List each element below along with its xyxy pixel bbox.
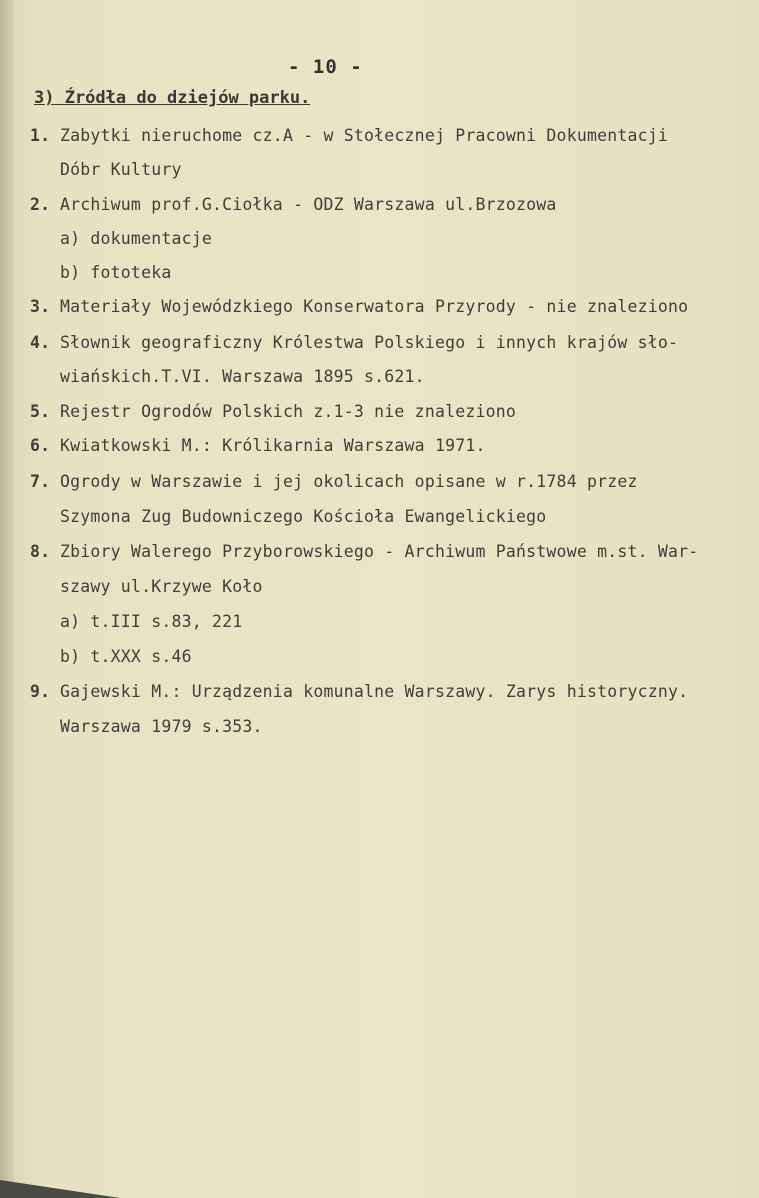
list-item-number: 8. — [30, 542, 51, 561]
list-item-line: Rejestr Ogrodów Polskich z.1-3 nie znaleziono — [60, 402, 517, 421]
list-item-line: b) fototeka — [60, 263, 172, 282]
list-item-line: Gajewski M.: Urządzenia komunalne Warszawy. Zarys historyczny. — [60, 682, 689, 701]
list-item-line: wiańskich.T.VI. Warszawa 1895 s.621. — [60, 367, 425, 386]
list-item-number: 3. — [30, 297, 51, 316]
list-item-number: 6. — [30, 436, 51, 455]
page-left-edge — [0, 0, 14, 1198]
list-item-number: 7. — [30, 472, 51, 491]
list-item-number: 2. — [30, 195, 51, 214]
list-item-line: a) dokumentacje — [60, 229, 213, 248]
list-item-line: Kwiatkowski M.: Królikarnia Warszawa 1971. — [60, 436, 486, 455]
list-item-line: Materiały Wojewódzkiego Konserwatora Przyrody - nie znaleziono — [60, 297, 689, 316]
list-item-line: Szymona Zug Budowniczego Kościoła Ewangelickiego — [60, 507, 547, 526]
page-corner-shadow — [0, 1180, 120, 1198]
list-item-number: 1. — [30, 126, 51, 145]
list-item-line: Archiwum prof.G.Ciołka - ODZ Warszawa ul.Brzozowa — [60, 195, 557, 214]
page-number: - 10 - — [288, 56, 363, 78]
list-item-line: Ogrody w Warszawie i jej okolicach opisane w r.1784 przez — [60, 472, 638, 491]
list-item-line: a) t.III s.83, 221 — [60, 612, 243, 631]
list-item-line: Zabytki nieruchome cz.A - w Stołecznej Pracowni Dokumentacji — [60, 126, 669, 145]
list-item-line: Warszawa 1979 s.353. — [60, 717, 263, 736]
list-item-number: 4. — [30, 333, 51, 352]
list-item-line: Słownik geograficzny Królestwa Polskiego i innych krajów sło- — [60, 333, 679, 352]
list-item-line: b) t.XXX s.46 — [60, 647, 192, 666]
list-item-line: szawy ul.Krzywe Koło — [60, 577, 263, 596]
list-item-line: Dóbr Kultury — [60, 160, 182, 179]
section-title: 3) Źródła do dziejów parku. — [34, 88, 311, 108]
list-item-number: 5. — [30, 402, 51, 421]
list-item-number: 9. — [30, 682, 51, 701]
list-item-line: Zbiory Walerego Przyborowskiego - Archiwum Państwowe m.st. War- — [60, 542, 699, 561]
